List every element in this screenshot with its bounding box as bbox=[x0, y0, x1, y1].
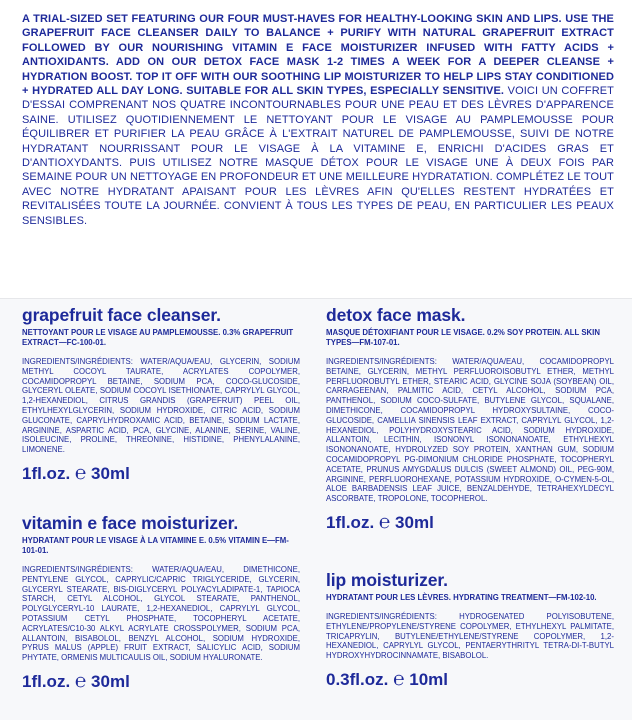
ingredient-list: INGREDIENTS/INGRÉDIENTS: WATER/AQUA/EAU, DIMETHICONE, PENTYLENE GLYCOL, CAPRYLIC/CAPRIC TRIGLYCERIDE, GLYCERIN, GLYCERYL STEARATE, BIS-DIGLYCERYL POLYACYLADIPATE-1, TAPIOCA STARCH, CETYL ALCOHOL, GLYCOL STEARATE, PANTHENOL, POLYGLYCERYL-10 LAURATE, 1,2-HEXANEDIOL, CAPRYLYL GLYCOL, POTASSIUM CETYL PHOSPHATE, TOCOPHERYL ACETATE, ACRYLATES/C10-30 ALKYL ACRYLATE CROSSPOLYMER, SODIUM PCA, ALLANTOIN, BISABOLOL, BENZYL ALCOHOL, SODIUM HYDROXIDE, PYRUS MALUS (APPLE) FRUIT EXTRACT, SALICYLIC ACID, SODIUM PHYTATE, ORMENIS MULTICAULIS OIL, SODIUM HYALURONATE. bbox=[22, 565, 300, 663]
product-cleanser bbox=[22, 305, 300, 484]
product-size bbox=[326, 513, 614, 533]
size-us: 0.3fl.oz. bbox=[326, 669, 389, 689]
product-lip bbox=[326, 570, 614, 690]
ingredient-list: INGREDIENTS/INGRÉDIENTS: WATER/AQUA/EAU, COCAMIDOPROPYL BETAINE, GLYCERIN, METHYL PERFLUOROISOBUTYL ETHER, METHYL PERFLUOROBUTYL ETHER, STEARIC ACID, GLYCINE SOJA (SOYBEAN) OIL, CARRAGEENAN, PALMITIC ACID, CETYL ALCOHOL, SODIUM PCA, PANTHENOL, SODIUM COCO-SULFATE, BUTYLENE GLYCOL, SQUALANE, DIMETHICONE, COCAMIDOPROPYL HYDROXYSULTAINE, COCO-GLUCOSIDE, CAMELLIA SINENSIS LEAF EXTRACT, CAPRYLYL GLYCOL, 1,2-HEXANEDIOL, POLYHYDROXYSTEARIC ACID, SODIUM HYDROXIDE, ALLANTOIN, LECITHIN, ISONONYL ISONONANOATE, ETHYLHEXYL ISONONANOATE, HYDROLYZED SOY PROTEIN, XANTHAN GUM, SODIUM COCAMIDOPROPYL PG-DIMONIUM CHLORIDE PHOSPHATE, TOCOPHERYL ACETATE, PRUNUS AMYGDALUS DULCIS (SWEET ALMOND) OIL, PEG-90M, ARGININE, PERFLUOROHEXANE, POTASSIUM HYDROXIDE, O-CYMEN-5-OL, ALOE BARBADENSIS LEAF JUICE, BENZALDEHYDE, TETRAHEXYLDECYL ASCORBATE, TROPOLONE, TOCOPHEROL. bbox=[326, 357, 614, 504]
estimated-sign-icon: ℮ bbox=[393, 668, 405, 690]
product-moisturizer bbox=[22, 513, 300, 692]
product-subtitle: HYDRATANT POUR LES LÈVRES. HYDRATING TREATMENT—FM-102-10. bbox=[326, 593, 597, 602]
size-metric: 10ml bbox=[409, 669, 448, 689]
product-mask bbox=[326, 305, 614, 533]
intro-french: VOICI UN COFFRET D'ESSAI COMPRENANT NOS QUATRE INCONTOURNABLES POUR UNE PEAU ET DES LÈVRES D'APPARENCE SAINE. UTILISEZ QUOTIDIENNEMENT LE NETTOYANT POUR LE VISAGE AU PAMPLEMOUSSE POUR ÉQUILIBRER ET PURIFIER LA PEAU GRÂCE À L'EXTRAIT NATUREL DE PAMPLEMOUSSE, SUIVI DE NOTRE HYDRATANT NOURRISSANT POUR LE VISAGE À LA VITAMINE E, ENRICHI D'ACIDES GRAS ET D'ANTIOXYDANTS. PUIS UTILISEZ NOTRE MASQUE DÉTOX POUR LE VISAGE UNE À DEUX FOIS PAR SEMAINE POUR UN NETTOYAGE EN PROFONDEUR ET UNE MEILLEURE HYDRATATION. COMPLÉTEZ LE TOUT AVEC NOTRE HYDRATANT APAISANT POUR LES LÈVRES AFIN QU'ELLES RESTENT HYDRATÉES ET REVITALISÉES TOUTE LA JOURNÉE. CONVIENT À TOUS LES TYPES DE PEAU, EN PARTICULIER LES PEAUX SENSIBLES. bbox=[22, 85, 615, 227]
size-metric: 30ml bbox=[395, 512, 434, 532]
product-name: grapefruit face cleanser. bbox=[22, 305, 221, 325]
size-metric: 30ml bbox=[91, 463, 130, 483]
product-size bbox=[22, 672, 300, 692]
ingredient-list: INGREDIENTS/INGRÉDIENTS: HYDROGENATED POLYISOBUTENE, ETHYLENE/PROPYLENE/STYRENE COPOLYMER, ETHYLHEXYL PALMITATE, TRICAPRYLIN, BUTYLENE/ETHYLENE/STYRENE COPOLYMER, 1,2-HEXANEDIOL, CAPRYLYL GLYCOL, PENTAERYTHRITYL TETRA-DI-T-BUTYL HYDROXYHYDROCINNAMATE, BISABOLOL. bbox=[326, 612, 614, 661]
estimated-sign-icon: ℮ bbox=[74, 462, 87, 484]
intro-panel bbox=[0, 0, 632, 299]
estimated-sign-icon: ℮ bbox=[378, 511, 391, 533]
product-name: lip moisturizer. bbox=[326, 570, 448, 590]
size-metric: 30ml bbox=[91, 671, 130, 691]
products-panel bbox=[0, 299, 632, 720]
product-subtitle: HYDRATANT POUR LE VISAGE À LA VITAMINE E. 0.5% VITAMIN E—FM-101-01. bbox=[22, 536, 289, 555]
product-name: detox face mask. bbox=[326, 305, 466, 325]
product-name: vitamin e face moisturizer. bbox=[22, 513, 239, 533]
product-size bbox=[326, 670, 614, 690]
size-us: 1fl.oz. bbox=[22, 463, 71, 483]
product-subtitle: NETTOYANT POUR LE VISAGE AU PAMPLEMOUSSE. 0.3% GRAPEFRUIT EXTRACT—FC-100-01. bbox=[22, 328, 294, 347]
ingredient-list: INGREDIENTS/INGRÉDIENTS: WATER/AQUA/EAU, GLYCERIN, SODIUM METHYL COCOYL TAURATE, ACRYLATES COPOLYMER, COCAMIDOPROPYL BETAINE, SODIUM PCA, COCO-GLUCOSIDE, GLYCERYL OLEATE, SODIUM COCOYL ISETHIONATE, CAPRYLYL GLYCOL, 1,2-HEXANEDIOL, CITRUS GRANDIS (GRAPEFRUIT) PEEL OIL, ETHYLHEXYLGLYCERIN, SODIUM HYDROXIDE, CITRIC ACID, SODIUM GLUCONATE, CAPRYLHYDROXAMIC ACID, BETAINE, SODIUM LACTATE, ARGININE, ASPARTIC ACID, PCA, GLYCINE, ALANINE, SERINE, VALINE, ISOLEUCINE, PROLINE, THREONINE, HISTIDINE, PHENYLALANINE, LIMONENE. bbox=[22, 357, 300, 455]
product-size bbox=[22, 464, 300, 484]
estimated-sign-icon: ℮ bbox=[74, 670, 87, 692]
size-us: 1fl.oz. bbox=[326, 512, 375, 532]
intro-english: A TRIAL-SIZED SET FEATURING OUR FOUR MUST-HAVES FOR HEALTHY-LOOKING SKIN AND LIPS. USE THE GRAPEFRUIT FACE CLEANSER DAILY TO BALANCE + PURIFY WITH NATURAL GRAPEFRUIT EXTRACT FOLLOWED BY OUR NOURISHING VITAMIN E FACE MOISTURIZER INFUSED WITH FATTY ACIDS + ANTIOXIDANTS. ADD ON OUR DETOX FACE MASK 1-2 TIMES A WEEK FOR A DEEPER CLEANSE + HYDRATION BOOST. TOP IT OFF WITH OUR SOOTHING LIP MOISTURIZER TO HELP LIPS STAY CONDITIONED + HYDRATED ALL DAY LONG. SUITABLE FOR ALL SKIN TYPES, ESPECIALLY SENSITIVE. bbox=[22, 13, 614, 98]
product-subtitle: MASQUE DÉTOXIFIANT POUR LE VISAGE. 0.2% SOY PROTEIN. ALL SKIN TYPES—FM-107-01. bbox=[326, 328, 600, 347]
intro-text bbox=[22, 12, 614, 228]
size-us: 1fl.oz. bbox=[22, 671, 71, 691]
